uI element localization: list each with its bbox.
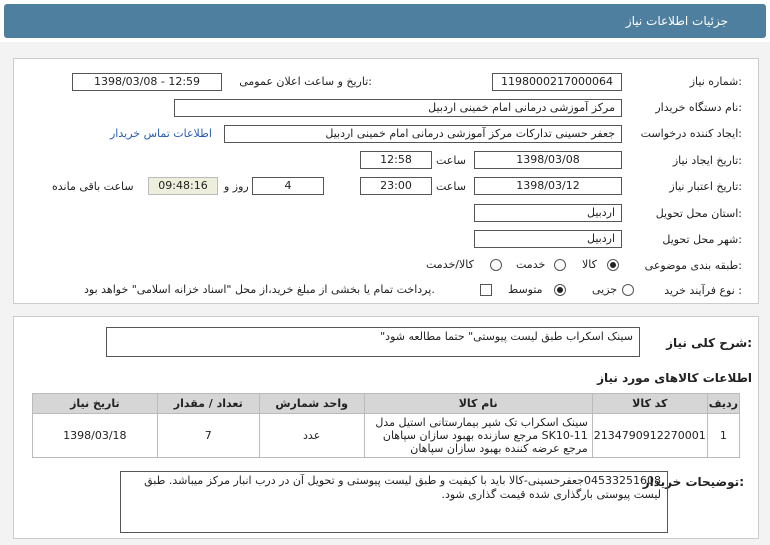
cell-name: سینک اسکراب تک شیر بیمارستانی استیل مدل SK10-11 مرجع سازنده بهبود سازان سپاهان مرجع عرضه کننده بهبود سازان سپاهان bbox=[364, 414, 592, 458]
page-title: جزئیات اطلاعات نیاز bbox=[625, 14, 728, 28]
items-panel bbox=[13, 316, 759, 539]
category-radio-both[interactable] bbox=[490, 259, 502, 271]
need-number-field[interactable]: 1198000217000064 bbox=[492, 73, 622, 91]
items-table bbox=[32, 393, 740, 458]
category-radio-goods[interactable] bbox=[607, 259, 619, 271]
cell-date: 1398/03/18 bbox=[33, 414, 158, 458]
category-option-service: خدمت bbox=[516, 258, 546, 271]
city-field[interactable]: اردبیل bbox=[474, 230, 622, 248]
creator-field[interactable]: جعفر حسینی تدارکات مرکز آموزشی درمانی امام خمینی اردبیل bbox=[224, 125, 622, 143]
city-label: شهر محل تحویل: bbox=[662, 233, 742, 246]
created-time-label: ساعت bbox=[436, 154, 466, 167]
treasury-payment-checkbox[interactable] bbox=[480, 284, 492, 296]
created-time-field[interactable]: 12:58 bbox=[360, 151, 432, 169]
valid-time-label: ساعت bbox=[436, 180, 466, 193]
items-title: اطلاعات کالاهای مورد نیاز bbox=[597, 371, 752, 385]
buyer-org-label: نام دستگاه خریدار: bbox=[655, 101, 742, 114]
process-option-medium: متوسط bbox=[508, 283, 543, 296]
col-code: کد کالا bbox=[592, 394, 707, 414]
category-label: طبقه بندی موضوعی: bbox=[644, 259, 742, 272]
cell-qty: 7 bbox=[157, 414, 259, 458]
province-label: استان محل تحویل: bbox=[655, 207, 742, 220]
items-header-row bbox=[33, 394, 740, 414]
buyer-notes-field[interactable]: 04533251608جعفرحسینی-کالا باید با کیفیت و طبق لیست پیوستی و تحویل آن در درب انبار مرکز میباشد. طبق لیست پیوستی بارگذاری شده قیمت گذاری شود. bbox=[120, 471, 668, 533]
cell-row: 1 bbox=[707, 414, 739, 458]
remaining-label: ساعت باقی مانده bbox=[52, 180, 134, 193]
col-qty: تعداد / مقدار bbox=[157, 394, 259, 414]
payment-note: پرداخت تمام یا بخشی از مبلغ خرید،از محل "اسناد خزانه اسلامی" خواهد بود. bbox=[84, 283, 435, 296]
need-details-panel bbox=[13, 58, 759, 304]
category-radio-service[interactable] bbox=[554, 259, 566, 271]
valid-date-field[interactable]: 1398/03/12 bbox=[474, 177, 622, 195]
cell-code: 2134790912270001 bbox=[592, 414, 707, 458]
need-number-label: شماره نیاز: bbox=[689, 75, 742, 88]
announce-label: تاریخ و ساعت اعلان عمومی: bbox=[239, 75, 372, 88]
valid-date-label: تاریخ اعتبار نیاز: bbox=[669, 180, 742, 193]
summary-field[interactable]: سینک اسکراب طبق لیست پیوستی" حتما مطالعه شود" bbox=[106, 327, 640, 357]
creator-label: ایجاد کننده درخواست: bbox=[640, 127, 742, 140]
col-name: نام کالا bbox=[364, 394, 592, 414]
remaining-time: 09:48:16 bbox=[148, 177, 218, 195]
cell-unit: عدد bbox=[259, 414, 364, 458]
announce-field[interactable]: 1398/03/08 - 12:59 bbox=[72, 73, 222, 91]
col-row: ردیف bbox=[707, 394, 739, 414]
category-option-both: کالا/خدمت bbox=[426, 258, 474, 271]
contact-info-link[interactable]: اطلاعات تماس خریدار bbox=[110, 127, 212, 140]
title-bar bbox=[0, 0, 770, 42]
title-bar-strip bbox=[4, 4, 766, 38]
col-unit: واحد شمارش bbox=[259, 394, 364, 414]
process-option-minor: جزیی bbox=[592, 283, 618, 296]
col-date: تاریخ نیاز bbox=[33, 394, 158, 414]
process-radio-medium[interactable] bbox=[554, 284, 566, 296]
process-label: نوع فرآیند خرید : bbox=[664, 284, 742, 297]
province-field[interactable]: اردبیل bbox=[474, 204, 622, 222]
valid-time-field[interactable]: 23:00 bbox=[360, 177, 432, 195]
buyer-org-field[interactable]: مرکز آموزشی درمانی امام خمینی اردبیل bbox=[174, 99, 622, 117]
summary-label: شرح کلی نیاز: bbox=[666, 336, 752, 350]
category-option-goods: کالا bbox=[582, 258, 597, 271]
process-radio-minor[interactable] bbox=[622, 284, 634, 296]
created-date-label: تاریخ ایجاد نیاز: bbox=[672, 154, 742, 167]
days-field[interactable]: 4 bbox=[252, 177, 324, 195]
days-label: روز و bbox=[224, 180, 249, 193]
buyer-notes-label: توضیحات خریدار: bbox=[642, 475, 744, 489]
created-date-field[interactable]: 1398/03/08 bbox=[474, 151, 622, 169]
table-row bbox=[33, 414, 740, 458]
